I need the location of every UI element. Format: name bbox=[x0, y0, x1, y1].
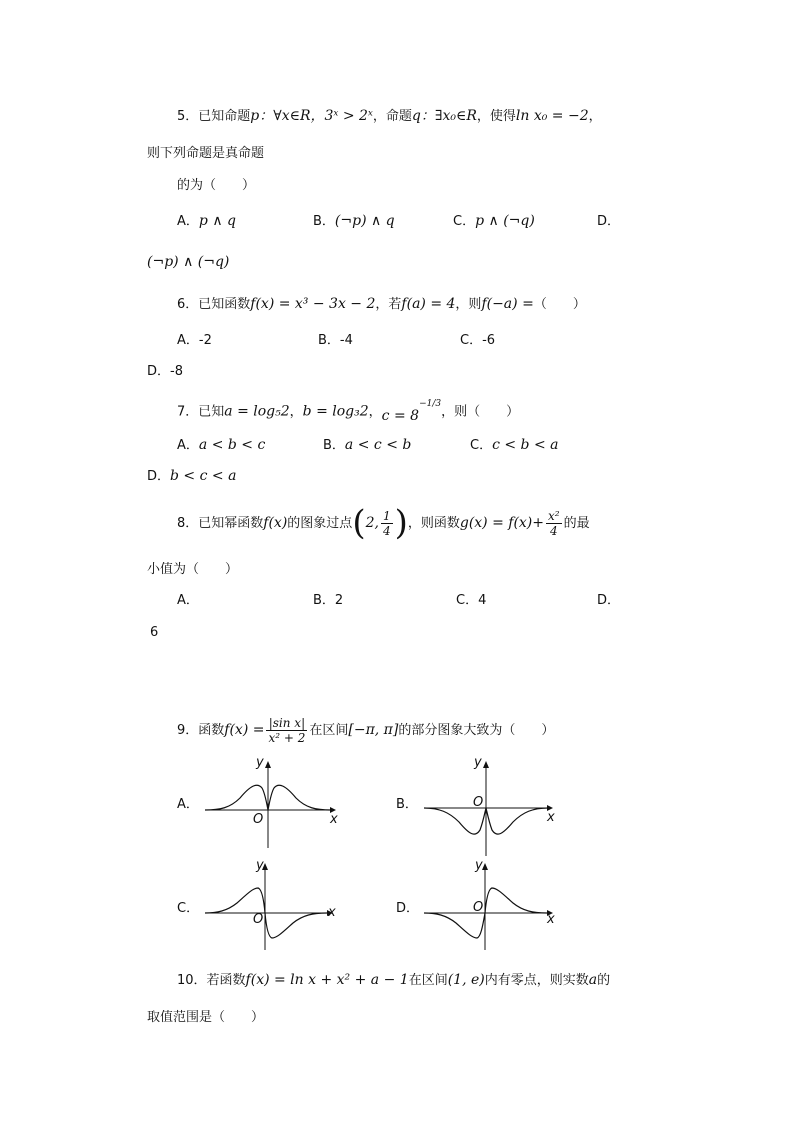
q9-c-y-label: y bbox=[256, 858, 264, 873]
q9-d-x-label: x bbox=[547, 912, 555, 927]
q5-option-d-label: D． bbox=[597, 214, 621, 229]
q9-a-x-label: x bbox=[330, 812, 338, 827]
q9-option-b: B． bbox=[396, 797, 418, 812]
q8-option-b: B．2 bbox=[313, 593, 344, 608]
q6-option-a: A．-2 bbox=[177, 333, 212, 348]
q9-graph-a bbox=[205, 760, 335, 850]
q6-option-d: D．-8 bbox=[147, 364, 183, 379]
q7-option-d: D．b < c < a bbox=[147, 468, 237, 484]
q8-option-c: C．4 bbox=[456, 593, 487, 608]
q9-c-origin: O bbox=[253, 912, 264, 927]
q7-line1: 7．已知a = log₅2，b = log₃2，$c = 8^{-1/3}$，则（ ） bbox=[177, 399, 520, 424]
q9-a-origin: O bbox=[253, 812, 264, 827]
q10-line1: 10．若函数f(x) = ln x + x² + a − 1在区间(1, e)内有零点，则实数a的 bbox=[177, 972, 611, 988]
q5-option-c: C．p ∧ (¬q) bbox=[453, 213, 535, 229]
q6-line1: 6．已知函数f(x) = x³ − 3x − 2，若f(a) = 4，则f(−a) =（ ） bbox=[177, 296, 586, 312]
q8-line1: 8．已知幂函数f(x)的图象过点(2, $\frac{1}{4}$ )，则函数g(x) = f(x)+ $\frac{\text{x²}}{4}$ 的最 bbox=[177, 503, 590, 543]
q5-line2: 则下列命题是真命题 bbox=[147, 146, 265, 161]
q9-graph-b bbox=[424, 760, 554, 860]
q7-option-c: C．c < b < a bbox=[470, 437, 559, 453]
q5-option-a: A．p ∧ q bbox=[177, 213, 236, 229]
q9-b-x-label: x bbox=[547, 810, 555, 825]
q8-option-d: D． bbox=[597, 593, 621, 608]
q6-option-c: C．-6 bbox=[460, 333, 496, 348]
q9-line1: 9．函数f(x) = $\frac{\text{|sin x|}}{\text{x² + 2}}$ 在区间[−π, π]的部分图象大致为（ ） bbox=[177, 715, 555, 745]
q9-b-y-label: y bbox=[474, 755, 482, 770]
q9-b-origin: O bbox=[473, 795, 484, 810]
q9-a-y-label: y bbox=[256, 755, 264, 770]
q10-line2: 取值范围是（ ） bbox=[147, 1010, 265, 1025]
q7-option-b: B．a < c < b bbox=[323, 437, 412, 453]
q9-d-y-label: y bbox=[475, 858, 483, 873]
q9-graph-d bbox=[424, 862, 554, 952]
q7-option-a: A．a < b < c bbox=[177, 437, 266, 453]
q9-graph-c bbox=[205, 862, 335, 952]
q9-option-c: C． bbox=[177, 901, 200, 916]
q9-c-x-label: x bbox=[328, 905, 336, 920]
q9-option-d: D． bbox=[396, 901, 420, 916]
q5-option-d: (¬p) ∧ (¬q) bbox=[147, 254, 230, 270]
q8-line2: 小值为（ ） bbox=[147, 562, 239, 577]
q8-option-d-value: 6 bbox=[150, 625, 159, 640]
q6-option-b: B．-4 bbox=[318, 333, 353, 348]
q5-option-b: B．(¬p) ∧ q bbox=[313, 213, 395, 229]
q8-option-a: A． bbox=[177, 593, 199, 608]
q5-line3: 的为（ ） bbox=[177, 178, 256, 193]
q9-d-origin: O bbox=[473, 900, 484, 915]
q5-line1: 5．已知命题p：∀x∈R，3ˣ > 2ˣ，命题q：∃x₀∈R，使得ln x₀ = −2， bbox=[177, 108, 602, 124]
q9-option-a: A． bbox=[177, 797, 199, 812]
